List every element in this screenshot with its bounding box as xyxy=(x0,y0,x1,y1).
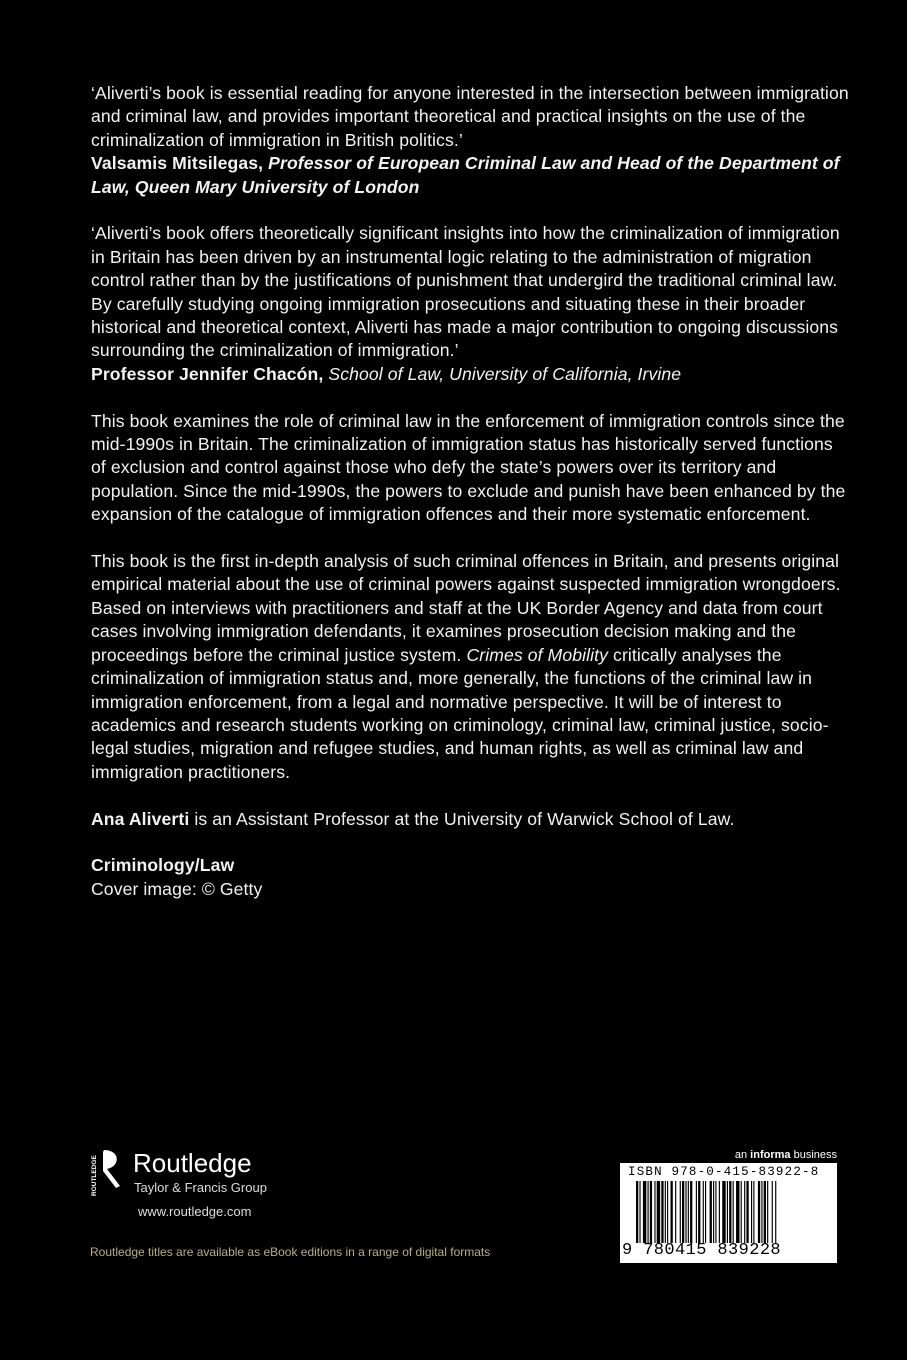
routledge-vertical-mark: ROUTLEDGE xyxy=(91,1155,98,1196)
informa-business-tag xyxy=(735,1149,837,1161)
barcode-bar xyxy=(682,1181,684,1243)
barcode-bar xyxy=(639,1181,640,1243)
barcode-bar xyxy=(758,1181,760,1243)
endorsement-2-attribution xyxy=(91,363,851,386)
barcode-bar xyxy=(772,1181,773,1243)
barcode-bar xyxy=(727,1181,728,1243)
isbn-label: ISBN 978-0-415-83922-8 xyxy=(628,1165,820,1179)
author-bio xyxy=(91,808,851,831)
isbn-barcode xyxy=(620,1163,837,1263)
barcode-bar xyxy=(703,1181,704,1243)
barcode-bar xyxy=(710,1181,712,1243)
book-title: Crimes of Mobility xyxy=(466,644,609,665)
endorsement-2-name: Professor Jennifer Chacón, xyxy=(91,363,324,384)
barcode-bar xyxy=(741,1181,742,1243)
barcode-bar xyxy=(729,1181,731,1243)
barcode-bar xyxy=(746,1181,748,1243)
back-cover-text xyxy=(91,82,851,901)
barcode-bar xyxy=(661,1181,663,1243)
barcode-bar xyxy=(715,1181,716,1243)
barcode-bar xyxy=(657,1181,660,1243)
informa-brand: informa xyxy=(750,1149,791,1161)
barcode-bar xyxy=(736,1181,739,1243)
barcode-bar xyxy=(648,1181,649,1243)
barcode-bars xyxy=(636,1181,832,1243)
publisher-name: Routledge xyxy=(133,1148,252,1178)
barcode-bar xyxy=(719,1181,720,1243)
barcode-bar xyxy=(761,1181,762,1243)
barcode-bar xyxy=(733,1181,734,1243)
barcode-bar xyxy=(675,1181,676,1243)
endorsement-2-affiliation: School of Law, University of California, Irvine xyxy=(328,363,682,384)
barcode-bar xyxy=(665,1181,666,1243)
barcode-bar xyxy=(654,1181,655,1243)
isbn-digits: 9 780415 839228 xyxy=(622,1241,782,1260)
ebook-note: Routledge titles are available as eBook editions in a range of digital formats xyxy=(90,1245,491,1259)
barcode-bar xyxy=(698,1181,700,1243)
barcode-bar xyxy=(713,1181,714,1243)
barcode-bar xyxy=(690,1181,692,1243)
cover-credit: Cover image: © Getty xyxy=(91,878,263,899)
barcode-bar xyxy=(775,1181,776,1243)
endorsement-2-quote: ‘Aliverti’s book offers theoretically significant insights into how the criminalization of immigration in Britain has been driven by an instrumental logic relating to the administration of migration control rather than by the justifications of punishment that undergird the traditional criminal law. By carefully studying ongoing immigration prosecutions and situating these in their broader historical and theoretical context, Aliverti has made a major contribution to ongoing discussions surrounding the criminalization of immigration.’ xyxy=(91,223,840,361)
barcode-bar xyxy=(753,1181,754,1243)
barcode-bar xyxy=(636,1181,638,1243)
barcode-bar xyxy=(767,1181,768,1243)
barcode-bar xyxy=(685,1181,686,1243)
informa-suffix: business xyxy=(793,1149,837,1161)
description-paragraph-2 xyxy=(91,550,851,784)
barcode-bar xyxy=(650,1181,652,1243)
subject-category: Criminology/Law xyxy=(91,855,235,876)
barcode-bar xyxy=(751,1181,752,1243)
author-bio-text: is an Assistant Professor at the University of Warwick School of Law. xyxy=(194,808,735,829)
description-paragraph-2-end: critically analyses the criminalization of immigration status and, more generally, the functions of the criminal law in immigration enforcement, from a legal and normative perspective. It will be of interest to academics and research students working on criminology, criminal law, criminal justice, socio-legal studies, migration and refugee studies, and human rights, as well as criminal law and immigration practitioners. xyxy=(91,644,829,782)
informa-prefix: an xyxy=(734,1149,748,1161)
barcode-bar xyxy=(680,1181,681,1243)
publisher-group: Taylor & Francis Group xyxy=(134,1180,267,1195)
barcode-bar xyxy=(688,1181,689,1243)
barcode-bar xyxy=(744,1181,745,1243)
barcode-bar xyxy=(722,1181,725,1243)
barcode-bar xyxy=(705,1181,706,1243)
endorsement-1-name: Valsamis Mitsilegas, xyxy=(91,153,264,174)
description-paragraph-1: This book examines the role of criminal law in the enforcement of immigration controls since the mid-1990s in Britain. The criminalization of immigration status has historically served functions of exclusion and control against those who defy the state’s powers over its territory and population. Since the mid-1990s, the powers to exclude and punish have been enhanced by the expansion of the catalogue of immigration offences and their more systematic enforcement. xyxy=(91,410,846,525)
author-name: Ana Aliverti xyxy=(91,808,190,829)
barcode-bar xyxy=(696,1181,697,1243)
barcode-bar xyxy=(671,1181,673,1243)
description-paragraph-2-start: This book is the first in-depth analysis of such criminal offences in Britain, and presents original empirical material about the use of criminal powers against suspected immigration wrongdoers. Based on interviews with practitioners and staff at the UK Border Agency and data from court cases involving immigration defendants, it examines prosecution decision making and the proceedings before the criminal justice system. xyxy=(91,551,841,665)
routledge-logo-icon xyxy=(90,1146,126,1198)
publisher-url: www.routledge.com xyxy=(138,1204,252,1219)
barcode-bar xyxy=(643,1181,646,1243)
barcode-bar xyxy=(667,1181,668,1243)
endorsement-1-attribution xyxy=(91,152,851,199)
endorsement-1-affiliation: Professor of European Criminal Law and Head of the Department of Law, Queen Mary University of London xyxy=(91,153,840,197)
endorsement-1-quote: ‘Aliverti’s book is essential reading for anyone interested in the intersection between immigration and criminal law, and provides important theoretical and practical insights on the use of the criminalization of immigration in British politics.’ xyxy=(91,83,849,150)
barcode-bar xyxy=(764,1181,766,1243)
